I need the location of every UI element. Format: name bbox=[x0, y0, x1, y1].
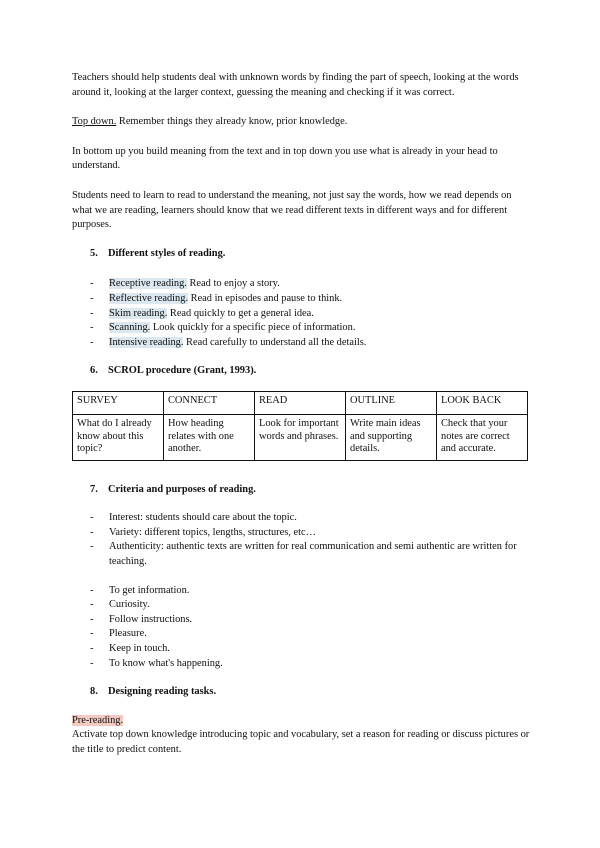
paragraph-students-need: Students need to learn to read to understand the meaning, not just say the words, how we read depends on what we are reading, learners should know that we read different texts in different ways and for different purposes. bbox=[72, 189, 512, 231]
pre-reading-label: Pre-reading. bbox=[72, 714, 124, 726]
table-cell: Write main ideas and supporting details. bbox=[346, 414, 437, 460]
table-header-cell: LOOK BACK bbox=[437, 391, 528, 414]
list-item: - Receptive reading. Read to enjoy a story. bbox=[72, 277, 532, 292]
pre-reading-text: Activate top down knowledge introducing topic and vocabulary, set a reason for reading or discuss pictures or the title to predict content. bbox=[72, 729, 530, 755]
section-8-heading bbox=[72, 685, 532, 700]
table-header-row bbox=[73, 391, 528, 414]
table-header-cell: OUTLINE bbox=[346, 391, 437, 414]
document-page bbox=[72, 71, 532, 758]
section-5-number: 5. bbox=[90, 247, 98, 259]
style-term-intensive: Intensive reading. bbox=[109, 336, 184, 348]
style-term-reflective: Reflective reading. bbox=[109, 292, 189, 304]
list-item: - Reflective reading. Read in episodes and pause to think. bbox=[72, 292, 532, 307]
table-row bbox=[73, 414, 528, 460]
paragraph-top-down bbox=[72, 115, 532, 130]
section-8-number: 8. bbox=[90, 686, 98, 698]
section-7-heading bbox=[72, 483, 532, 498]
table-header-cell: SURVEY bbox=[73, 391, 164, 414]
pre-reading-label-line bbox=[72, 714, 532, 729]
table-header-cell: READ bbox=[255, 391, 346, 414]
list-item: - Curiosity. bbox=[72, 598, 532, 613]
table-cell: What do I already know about this topic? bbox=[73, 414, 164, 460]
paragraph-unknown-words: Teachers should help students deal with unknown words by finding the part of speech, looking at the words around it, looking at the larger context, guessing the meaning and checking if it was correct. bbox=[72, 72, 519, 98]
scrol-table bbox=[72, 391, 528, 461]
table-cell: How heading relates with one another. bbox=[164, 414, 255, 460]
list-item: - Pleasure. bbox=[72, 627, 532, 642]
criteria-list bbox=[72, 511, 532, 569]
section-5-heading bbox=[72, 247, 532, 262]
list-item: - Variety: different topics, lengths, structures, etc… bbox=[72, 526, 532, 541]
style-term-scanning: Scanning. bbox=[109, 322, 151, 334]
top-down-text: Remember things they already know, prior knowledge. bbox=[116, 116, 348, 128]
list-item: - To get information. bbox=[72, 584, 532, 599]
list-item: - Skim reading. Read quickly to get a general idea. bbox=[72, 307, 532, 322]
section-8-title: Designing reading tasks. bbox=[108, 686, 217, 698]
list-item: - Interest: students should care about the topic. bbox=[72, 511, 532, 526]
list-item: - Intensive reading. Read carefully to understand all the details. bbox=[72, 336, 532, 351]
list-item: - Keep in touch. bbox=[72, 642, 532, 657]
style-term-skim: Skim reading. bbox=[109, 307, 168, 319]
reading-styles-list bbox=[72, 277, 532, 350]
section-7-title: Criteria and purposes of reading. bbox=[108, 483, 256, 495]
table-cell: Look for important words and phrases. bbox=[255, 414, 346, 460]
paragraph-bottom-up: In bottom up you build meaning from the text and in top down you use what is already in your head to understand. bbox=[72, 145, 498, 172]
list-item: - Authenticity: authentic texts are written for real communication and semi authentic are written for teaching. bbox=[72, 540, 532, 569]
section-7-number: 7. bbox=[90, 483, 98, 495]
section-6-number: 6. bbox=[90, 365, 98, 377]
section-6-heading bbox=[72, 364, 532, 379]
section-5-title: Different styles of reading. bbox=[108, 247, 226, 259]
table-header-cell: CONNECT bbox=[164, 391, 255, 414]
list-item: - Follow instructions. bbox=[72, 613, 532, 628]
top-down-label: Top down. bbox=[72, 116, 117, 128]
purposes-list bbox=[72, 584, 532, 672]
style-term-receptive: Receptive reading. bbox=[109, 278, 187, 290]
table-cell: Check that your notes are correct and accurate. bbox=[437, 414, 528, 460]
section-6-title: SCROL procedure (Grant, 1993). bbox=[108, 365, 257, 377]
list-item: - Scanning. Look quickly for a specific piece of information. bbox=[72, 321, 532, 336]
list-item: - To know what's happening. bbox=[72, 657, 532, 672]
